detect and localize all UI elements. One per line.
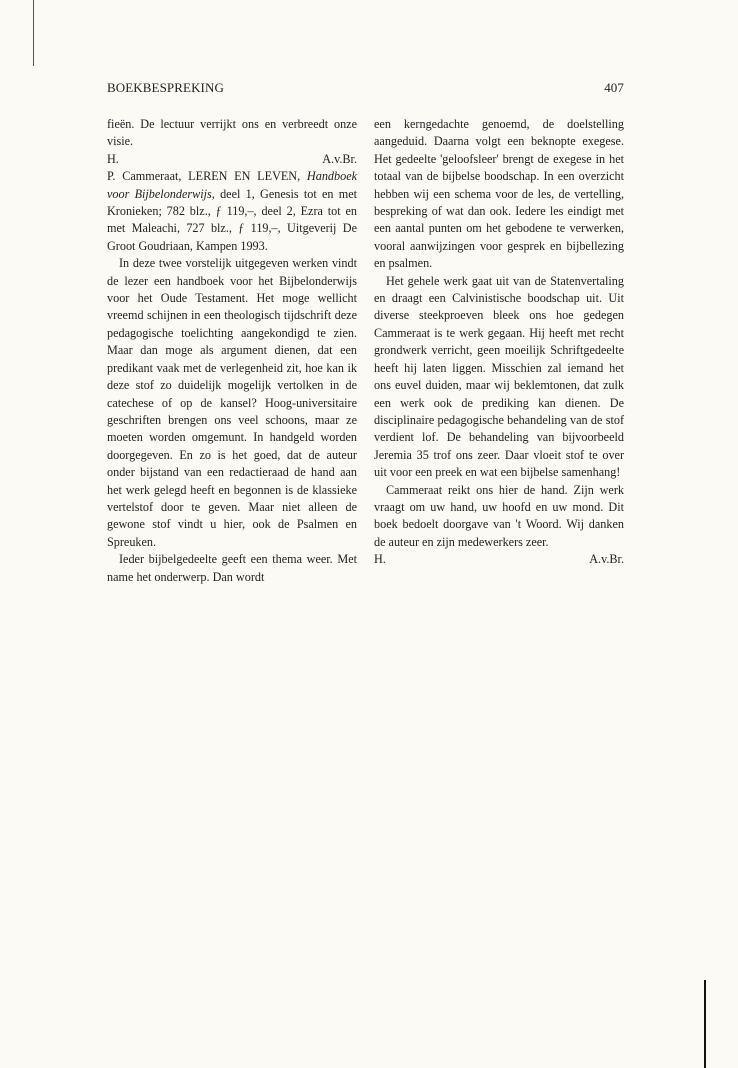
book-subtitle: Handboek voor Bijbelonderwijs, [107,169,358,201]
body-paragraph: Ieder bijbelgedeelte geeft een thema weer. Met name het onderwerp. Dan wordt [107,552,357,584]
book-details: deel 1, Genesis tot en met Kronieken; 782 blz., ƒ 119,–, deel 2, Ezra tot en met Maleachi, 727 blz., ƒ 119,–, Uitgeverij De Groot Goudriaan, Kampen 1993. [107,186,357,253]
body-paragraph: Cammeraat reikt ons hier de hand. Zijn werk vraagt om uw hand, uw hoofd en uw mond. Dit boek bedoelt doorgave van 't Woord. Wij danken de auteur en zijn medewerkers zeer. [374,482,624,549]
running-head [107,80,624,98]
body-paragraph: Het gehele werk gaat uit van de Statenvertaling en draagt een Calvinistische boodschap uit. Uit diverse steekproeven bleek ons hoe gedegen Cammeraat is te werk gegaan. Hij heeft met recht grondwerk verricht, geen moeilijk Schriftgedeelte heeft hij laten liggen. Misschien zal iemand het ons euvel duiden, maar wij beklemtonen, dat zulk een werk ook de prediking kan dienen. De disciplinaire pedagogische behandeling van de stof verdient lof. De behandeling van bijvoorbeeld Jeremia 35 trof ons zeer. Daar vloeit stof te over uit voor een preek en wat een bijbelse samenhang! [374,273,624,480]
continuation-paragraph: fieën. De lectuur verrijkt ons en verbreedt onze visie. [107,117,357,149]
running-head-title: BOEKBESPREKING [107,80,224,95]
right-column [374,116,624,569]
body-paragraph: In deze twee vorstelijk uitgegeven werken vindt de lezer een handboek voor het Bijbelonderwijs voor het Oude Testament. Het moge wellicht vreemd schijnen in een theologisch tijdschrift deze pedagogische toelichting aangekondigd te zien. Maar dan moge als argument dienen, dat een predikant vaak met de verlegenheid zit, hoe kan ik deze stof zo duidelijk mogelijk vertolken in de catechese of op de kansel? Hoog-universitaire geschriften brengen ons veel schoons, maar ze moeten worden omgemunt. In handgeld worden doorgegeven. En zo is het goed, dat de auteur onder bijstand van een redactieraad de hand aan het werk gelegd heeft en begonnen is de klassieke vertelstof door te geven. Maar niet alleen de gewone stof vindt u hier, ook de Psalmen en Spreuken. [107,256,357,549]
book-author-title: P. Cammeraat, LEREN EN LEVEN, [107,169,301,184]
signature-line [374,551,624,568]
book-reference [107,168,357,255]
left-column [107,116,357,586]
scan-edge-right [704,980,706,1068]
signature-author: A.v.Br. [322,151,357,166]
signature-line [107,151,357,168]
signature-author: A.v.Br. [589,552,624,567]
page-number: 407 [604,80,624,95]
scan-edge-left [33,0,34,66]
signature-initial: H. [107,151,119,166]
signature-initial: H. [374,552,386,567]
body-paragraph: een kerngedachte genoemd, de doelstelling aangeduid. Daarna volgt een beknopte exegese. Het gedeelte 'geloofsleer' brengt de exegese in het totaal van de bijbelse boodschap. In een overzicht hebben wij een schema voor de les, de vertelling, bespreking of wat dan ook. Iedere les eindigt met een aantal punten om het gebodene te verwerken, vooral aanwijzingen voor gesprek en bijbellezing en psalmen. [374,117,624,271]
